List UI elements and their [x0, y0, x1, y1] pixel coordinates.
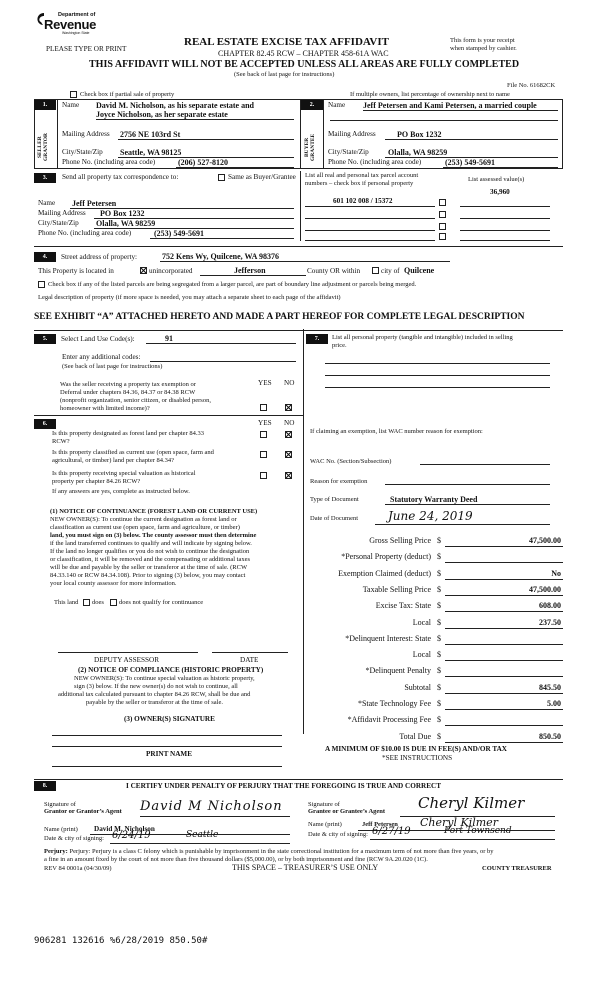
buyer-mailing-label: Mailing Address [328, 130, 376, 138]
section-6-number: 6. [34, 419, 56, 429]
land-does-checkbox[interactable] [83, 599, 90, 606]
seller-side-label: SELLER GRANTOR [37, 133, 49, 162]
document-type-value[interactable]: Statutory Warranty Deed [390, 495, 478, 504]
tax-row-dollar: $ [437, 732, 441, 741]
buyer-name-value[interactable]: Jeff Petersen and Kami Petersen, a married couple [363, 101, 537, 110]
notice1-line: NEW OWNER(S): To continue the current designation as forest land or [50, 516, 237, 523]
land-qualify-label: This land [54, 599, 79, 606]
street-label: Street address of property: [61, 253, 138, 261]
county-value[interactable]: Jefferson [234, 266, 266, 275]
current-use-no-checkbox[interactable] [285, 451, 292, 458]
city-value[interactable]: Quilcene [404, 266, 435, 275]
notice1-line: 84.33.140 or RCW 84.34.108). Prior to signing (3) below, you may contact [50, 572, 246, 579]
notice1-line: will be due and payable by the seller or transferor at the time of sale. (RCW [50, 564, 248, 571]
grantor-sig-label-2: Grantor or Grantor’s Agent [44, 808, 122, 815]
located-label: This Property is located in [38, 267, 114, 275]
buyer-city-label: City/State/Zip [328, 148, 369, 156]
corr-city-label: City/State/Zip [38, 219, 79, 227]
parcel-header-1: List all real and personal tax parcel account [305, 172, 419, 179]
buyer-phone-label: Phone No. (including area code) [328, 158, 422, 166]
form-chapter: CHAPTER 82.45 RCW – CHAPTER 458-61A WAC [218, 49, 389, 58]
grantor-sig-label-1: Signature of [44, 801, 76, 808]
assessed-header: List assessed value(s) [468, 176, 525, 183]
document-type-label: Type of Document [310, 496, 359, 503]
tax-row-label: Total Due [399, 732, 431, 741]
form-title: REAL ESTATE EXCISE TAX AFFIDAVIT [184, 36, 389, 48]
historic-yes-checkbox[interactable] [260, 472, 267, 479]
grantor-date-label: Date & city of signing: [44, 835, 104, 842]
see-back-instructions: (See back of last page for instructions) [234, 71, 335, 78]
corr-city-value[interactable]: Olalla, WA 98259 [96, 219, 156, 228]
grantee-date-value[interactable]: 6/27/19 [372, 826, 411, 837]
corr-phone-value[interactable]: (253) 549-5691 [154, 229, 204, 238]
corr-name-label: Name [38, 199, 56, 207]
grantee-name-label: Name (print) [308, 821, 342, 828]
tax-row-dollar: $ [437, 683, 441, 692]
tax-row-dollar: $ [437, 666, 441, 675]
grantee-name-handwritten[interactable]: Cheryl Kilmer [420, 816, 498, 829]
grantee-sig-label-1: Signature of [308, 801, 340, 808]
tax-row-label: Local [412, 618, 431, 627]
notice1-line: classification as current use (open space, farm and agriculture, or timber) [50, 524, 240, 531]
land-does-label: does [92, 599, 104, 606]
notice1-line: or classification, it will be removed and the compensating or additional taxes [50, 556, 250, 563]
form-revision: REV 84 0001a (04/30/09) [44, 865, 112, 872]
parcel-header-2: numbers – check box if personal property [305, 180, 414, 187]
form-warning: THIS AFFIDAVIT WILL NOT BE ACCEPTED UNLESS ALL AREAS ARE FULLY COMPLETED [89, 59, 520, 70]
grantor-signature[interactable]: David M Nicholson [140, 799, 283, 814]
tax-row-value[interactable]: 47,500.00 [529, 536, 561, 545]
exemption-q-line4: homeowner with limited income)? [60, 405, 150, 412]
tax-row-label: Exemption Claimed (deduct) [338, 569, 431, 578]
additional-codes-label: Enter any additional codes: [62, 353, 141, 361]
tax-row-dollar: $ [437, 634, 441, 643]
print-name-label: PRINT NAME [146, 750, 192, 758]
tax-row-label: Excise Tax: State [375, 601, 431, 610]
land-use-no-header: NO [284, 379, 295, 387]
historic-q-line1: Is this property receiving special valuation as historical [52, 470, 196, 477]
tax-row-dollar: $ [437, 585, 441, 594]
receipt-note-2: when stamped by cashier. [450, 45, 517, 52]
county-treasurer-label: COUNTY TREASURER [482, 865, 552, 872]
tax-row-value[interactable]: No [551, 569, 561, 578]
see-instructions-note: *SEE INSTRUCTIONS [382, 754, 453, 762]
city-of-label: city of [381, 267, 400, 275]
land-use-code[interactable]: 91 [165, 334, 173, 343]
section-4-number: 4. [34, 252, 56, 262]
segregated-label: Check box if any of the listed parcels are being segregated from a larger parcel, are part of boundary line adjustment or parcels being merged. [48, 281, 417, 288]
partial-sale-checkbox[interactable] [70, 91, 77, 98]
grantee-date-label: Date & city of signing: [308, 831, 368, 838]
exemption-no-checkbox[interactable] [285, 404, 292, 411]
forest-yes-checkbox[interactable] [260, 431, 267, 438]
tax-row-label: *Delinquent Interest: State [345, 634, 431, 643]
logo-state-text: Washington State [62, 31, 90, 35]
tax-row-value[interactable]: 850.50 [539, 732, 561, 741]
same-as-buyer-checkbox[interactable] [218, 174, 225, 181]
land-does-not-checkbox[interactable] [110, 599, 117, 606]
grantee-sig-label-2: Grantee or Grantee’s Agent [308, 808, 386, 815]
grantor-name-label: Name (print) [44, 826, 78, 833]
corr-name-value[interactable]: Jeff Petersen [72, 199, 117, 208]
document-date-value[interactable]: June 24, 2019 [388, 509, 473, 523]
land-use-yes-header: YES [258, 379, 272, 387]
notice1-line: land, you must sign on (3) below. The county assessor must then determine [50, 532, 257, 539]
seller-mailing-label: Mailing Address [62, 130, 110, 138]
s6-yes-header: YES [258, 419, 272, 427]
seller-city-value[interactable]: Seattle, WA 98125 [120, 148, 182, 157]
land-use-see-back: (See back of last page for instructions) [62, 363, 163, 370]
exhibit-reference: SEE EXHIBIT “A” ATTACHED HERETO AND MADE A PART HEREOF FOR COMPLETE LEGAL DESCRIPTION [34, 312, 525, 322]
historic-no-checkbox[interactable] [285, 472, 292, 479]
exemption-q-line3: (nonprofit organization, senior citizen, or disabled person, [60, 397, 211, 404]
grantor-date-value[interactable]: 6/24/19 [112, 830, 151, 841]
seller-phone-value[interactable]: (206) 527-8120 [178, 158, 228, 167]
grantee-signature[interactable]: Cheryl Kilmer [418, 794, 525, 812]
multiple-owners-note: If multiple owners, list percentage of ownership next to name [350, 91, 510, 98]
grantor-city-value[interactable]: Seattle [186, 830, 219, 840]
logo-dept-text: Department of [58, 12, 96, 18]
section-3-number: 3. [34, 173, 56, 183]
section-1-number: 1. [34, 100, 56, 110]
perjury-text-1: Perjury: Perjury: Perjury is a class C felony which is punishable by imprisonment in the state correctional institution for a maximum term of not more than five years, or by [44, 848, 494, 855]
tax-row-label: *Personal Property (deduct) [341, 552, 431, 561]
notice1-line: If the land no longer qualifies or you do not wish to continue the designation [50, 548, 250, 555]
seller-name-line1[interactable]: David M. Nicholson, as his separate estate and [96, 101, 255, 110]
notice1-title: (1) NOTICE OF CONTINUANCE (FOREST LAND OR CURRENT USE) [50, 508, 258, 515]
notice2-title: (2) NOTICE OF COMPLIANCE (HISTORIC PROPERTY) [78, 666, 264, 674]
tax-row-value[interactable]: 608.00 [539, 601, 561, 610]
buyer-city-value[interactable]: Olalla, WA 98259 [388, 148, 448, 157]
tax-row-label: *Affidavit Processing Fee [347, 715, 431, 724]
notice1-line: if the land transferred continues to qualify and will indicate by signing below. [50, 540, 252, 547]
grantee-name-value[interactable]: Jeff Petersen [362, 821, 398, 828]
tax-row-value[interactable]: 237.50 [539, 618, 561, 627]
same-as-buyer-label: Same as Buyer/Grantee [228, 173, 296, 181]
tax-row-dollar: $ [437, 650, 441, 659]
seller-city-label: City/State/Zip [62, 148, 103, 156]
tax-row-dollar: $ [437, 569, 441, 578]
perjury-text-2: a fine in an amount fixed by the court of not more than five thousand dollars ($5,000.00), or by both imprisonment and fine (RCW 9A.20.020 (1C). [44, 856, 428, 863]
legal-description-label: Legal description of property (if more space is needed, you may attach a separate sheet to each page of the affidavit) [38, 294, 341, 301]
tax-row-dollar: $ [437, 552, 441, 561]
street-value[interactable]: 752 Kens Wy, Quilcene, WA 98376 [162, 252, 279, 261]
personal-property-label-1: List all personal property (tangible and intangible) included in selling [332, 334, 513, 341]
exemption-wac-label: If claiming an exemption, list WAC number reason for exemption: [310, 428, 483, 435]
wac-number-label: WAC No. (Section/Subsection) [310, 458, 392, 465]
seller-phone-label: Phone No. (including area code) [62, 158, 156, 166]
deputy-assessor-label: DEPUTY ASSESSOR [94, 656, 160, 664]
parcel-personal-checkbox-4[interactable] [439, 233, 446, 240]
tax-row-label: *Delinquent Penalty [365, 666, 431, 675]
corr-mailing-label: Mailing Address [38, 209, 86, 217]
segregated-checkbox[interactable] [38, 281, 45, 288]
cashier-stamp: 906281 132616 %6/28/2019 850.50# [34, 936, 208, 946]
tax-row-dollar: $ [437, 699, 441, 708]
tax-row-dollar: $ [437, 715, 441, 724]
forest-no-checkbox[interactable] [285, 431, 292, 438]
parcel-number[interactable]: 601 102 008 / 15372 [333, 197, 393, 205]
exemption-reason-label: Reason for exemption [310, 478, 368, 485]
corr-mailing-value[interactable]: PO Box 1232 [100, 209, 145, 218]
section-8-number: 8. [34, 781, 56, 791]
forest-q-line1: Is this property designated as forest land per chapter 84.33 [52, 430, 204, 437]
notice2-line: additional tax calculated pursuant to chapter 84.26 RCW, shall be due and [58, 691, 251, 698]
county-label: County OR within [307, 267, 361, 275]
minimum-fee-note: A MINIMUM OF $10.00 IS DUE IN FEE(S) AND/OR TAX [325, 745, 507, 753]
parcel-personal-checkbox-3[interactable] [439, 223, 446, 230]
land-use-label: Select Land Use Code(s): [61, 335, 135, 343]
tax-row-label: Gross Selling Price [369, 536, 431, 545]
grantee-city-value[interactable]: Port Townsend [444, 826, 512, 836]
buyer-side-label: BUYER GRANTEE [304, 133, 316, 161]
current-use-q-line2: agricultural, or timber) land per chapter 84.34? [52, 457, 175, 464]
corr-phone-label: Phone No. (including area code) [38, 229, 132, 237]
deputy-date-label: DATE [240, 656, 259, 664]
notice2-line: NEW OWNER(S): To continue special valuation as historic property, [74, 675, 255, 682]
type-or-print: PLEASE TYPE OR PRINT [46, 45, 127, 53]
unincorporated-label: unincorporated [149, 267, 193, 275]
historic-q-line2: property per chapter 84.26 RCW? [52, 478, 141, 485]
tax-row-value[interactable]: 5.00 [547, 699, 561, 708]
personal-property-label-2: price. [332, 342, 347, 349]
seller-mailing-value[interactable]: 2756 NE 103rd St [120, 130, 181, 139]
partial-sale-label: Check box if partial sale of property [80, 91, 175, 98]
unincorporated-checkbox[interactable] [140, 267, 147, 274]
tax-row-dollar: $ [437, 618, 441, 627]
logo-revenue-text: Revenue [44, 17, 97, 32]
buyer-name-label: Name [328, 101, 346, 109]
section-5-number: 5. [34, 334, 56, 344]
within-city-checkbox[interactable] [372, 267, 379, 274]
tax-row-value[interactable]: 845.50 [539, 683, 561, 692]
notice2-line: payable by the seller or transferor at the time of sale. [86, 699, 223, 706]
s6-no-header: NO [284, 419, 295, 427]
grantor-name-value[interactable]: David M. Nicholson [94, 825, 155, 833]
tax-row-dollar: $ [437, 601, 441, 610]
notice1-line: your local county assessor for more information. [50, 580, 177, 587]
section-7-number: 7. [306, 334, 328, 344]
exemption-q-line2: Deferral under chapters 84.36, 84.37 or 84.38 RCW [60, 389, 196, 396]
tax-row-label: *State Technology Fee [357, 699, 431, 708]
tax-row-label: Subtotal [404, 683, 431, 692]
treasurer-use-only: THIS SPACE – TREASURER’S USE ONLY [232, 863, 379, 872]
perjury-certification: I CERTIFY UNDER PENALTY OF PERJURY THAT THE FOREGOING IS TRUE AND CORRECT [126, 782, 441, 790]
forest-q-line2: RCW? [52, 438, 70, 445]
current-use-yes-checkbox[interactable] [260, 451, 267, 458]
buyer-mailing-value[interactable]: PO Box 1232 [397, 130, 442, 139]
notice2-line: sign (3) below. If the new owner(s) do not wish to continue, all [74, 683, 238, 690]
current-use-q-line1: Is this property classified as current use (open space, farm and [52, 449, 214, 456]
tax-row-dollar: $ [437, 536, 441, 545]
seller-name-line2[interactable]: Joyce Nicholson, as her separate estate [96, 110, 228, 119]
correspondence-label: Send all property tax correspondence to: [62, 173, 179, 181]
owner-signature-label: (3) OWNER(S) SIGNATURE [124, 715, 215, 723]
tax-row-value[interactable]: 47,500.00 [529, 585, 561, 594]
buyer-phone-value[interactable]: (253) 549-5691 [445, 158, 495, 167]
parcel-personal-checkbox-2[interactable] [439, 211, 446, 218]
section-2-number: 2. [301, 100, 323, 110]
parcel-personal-checkbox-1[interactable] [439, 199, 446, 206]
assessed-value[interactable]: 36,960 [490, 188, 510, 196]
document-date-label: Date of Document [310, 515, 359, 522]
tax-row-label: Local [412, 650, 431, 659]
exemption-q-line1: Was the seller receiving a property tax exemption or [60, 381, 196, 388]
land-does-not-label: does not qualify for continuance [119, 599, 204, 606]
seller-name-label: Name [62, 101, 80, 109]
exemption-yes-checkbox[interactable] [260, 404, 267, 411]
file-number: File No. 61682CK [507, 82, 556, 89]
if-yes-note: If any answers are yes, complete as instructed below. [52, 488, 190, 495]
receipt-note-1: This form is your receipt [450, 37, 515, 44]
tax-row-label: Taxable Selling Price [362, 585, 431, 594]
